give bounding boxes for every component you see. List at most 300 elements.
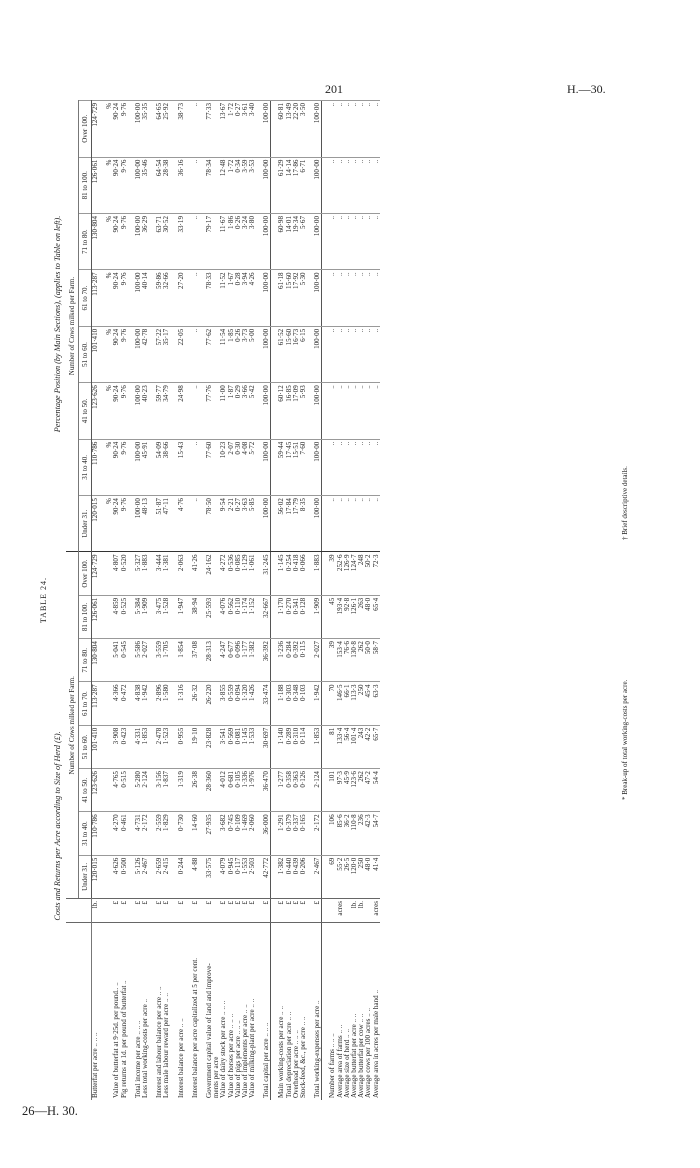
row-label: Total capital per acre .. .. ..: [263, 923, 271, 1100]
row-label: Number of farms .. .. ..: [329, 923, 336, 1100]
right-value-cell: 34·79: [163, 383, 170, 439]
left-value-cell: 1·382: [249, 639, 256, 682]
left-value-cell: 0·289: [286, 725, 293, 768]
spacer-cell: [99, 270, 106, 326]
right-value-cell: 22·05: [178, 326, 185, 382]
row-label: Interest and labour balance per acre .. ..: [156, 923, 163, 1100]
right-value-cell: ..: [192, 270, 199, 326]
right-value-cell: 14·01: [286, 213, 293, 269]
row-unit: £: [156, 899, 163, 923]
right-value-cell: 3·24: [242, 213, 249, 269]
left-value-cell: 5·327: [135, 552, 142, 595]
left-value-cell: 1·553: [242, 855, 249, 898]
left-value-cell: 2·060: [249, 812, 256, 855]
right-value-cell: 5·42: [249, 383, 256, 439]
left-value-cell: 1·129: [242, 552, 249, 595]
right-value-cell: 0·28: [235, 270, 242, 326]
left-value-cell: 193·4: [337, 595, 344, 638]
right-value-cell: ..: [329, 213, 336, 269]
right-value-cell: 15·43: [178, 439, 185, 495]
right-value-cell: 17·92: [293, 270, 300, 326]
right-value-cell: ..: [373, 157, 380, 213]
right-value-cell: 0·34: [235, 157, 242, 213]
right-value-cell: 100·00: [135, 101, 142, 158]
left-value-cell: 250: [358, 855, 365, 898]
right-value-cell: 17·84: [286, 496, 293, 552]
right-value-cell: ..: [344, 270, 351, 326]
right-value-cell: 22·20: [293, 101, 300, 158]
left-value-cell: 39: [329, 639, 336, 682]
left-value-cell: 23·828: [206, 725, 213, 768]
left-value-cell: 2·172: [314, 812, 322, 855]
table-row: [263, 101, 271, 1101]
right-value-cell: 61·29: [278, 157, 285, 213]
table-row: [249, 101, 256, 1101]
left-value-cell: 4·859: [113, 595, 120, 638]
right-value-cell: 57·22: [156, 326, 163, 382]
left-value-cell: 92·8: [344, 595, 351, 638]
row-label: Stock-feed, &c., per acre .. ..: [300, 923, 307, 1100]
right-value-cell: 47·11: [163, 496, 170, 552]
left-value-cell: 113·287: [92, 682, 100, 725]
left-value-cell: 3·444: [156, 552, 163, 595]
left-value-cell: 0·117: [235, 855, 242, 898]
left-section-title: Costs and Returns per Acre according to Size of Herd (£).: [53, 731, 62, 921]
right-value-cell: 9·76: [121, 270, 128, 326]
right-value-cell: ..: [358, 496, 365, 552]
spacer-cell: [185, 439, 192, 495]
right-value-cell: %: [106, 213, 113, 269]
left-value-cell: 0·520: [121, 552, 128, 595]
left-value-cell: 0·472: [121, 682, 128, 725]
spacer-cell: [99, 383, 106, 439]
right-value-cell: 17·45: [286, 439, 293, 495]
left-value-cell: 0·165: [300, 812, 307, 855]
left-value-cell: 41·26: [192, 552, 199, 595]
right-value-cell: ..: [329, 439, 336, 495]
left-value-cell: 146·5: [337, 682, 344, 725]
right-value-cell: 54·09: [156, 439, 163, 495]
left-value-cell: 33·474: [263, 682, 271, 725]
left-value-cell: 248: [358, 552, 365, 595]
right-value-cell: 100·00: [263, 496, 271, 552]
left-value-cell: 1·177: [242, 639, 249, 682]
right-value-cell: 101·410: [92, 326, 100, 382]
left-value-cell: 1·061: [249, 552, 256, 595]
right-column-header: Over 100.: [79, 101, 92, 158]
spacer-cell: [99, 639, 106, 682]
right-value-cell: 3·63: [242, 496, 249, 552]
left-value-cell: 1·528: [163, 595, 170, 638]
right-value-cell: 3·50: [300, 101, 307, 158]
left-value-cell: 1·853: [142, 725, 149, 768]
right-value-cell: 42·78: [142, 326, 149, 382]
right-value-cell: ..: [358, 213, 365, 269]
right-value-cell: 100·00: [263, 326, 271, 382]
right-value-cell: 9·76: [121, 213, 128, 269]
table-row: [178, 101, 185, 1101]
left-column-header: Over 100.: [79, 552, 92, 595]
right-value-cell: 38·66: [163, 439, 170, 495]
right-value-cell: ..: [337, 439, 344, 495]
right-value-cell: ..: [192, 383, 199, 439]
left-value-cell: 66·1: [344, 682, 351, 725]
left-value-cell: 0·244: [178, 855, 185, 898]
left-value-cell: 0·461: [121, 812, 128, 855]
row-unit: £: [192, 899, 199, 923]
right-column-header: 41 to 50.: [79, 383, 92, 439]
left-value-cell: 42·2: [365, 725, 372, 768]
left-value-cell: 0·392: [293, 639, 300, 682]
right-value-cell: %: [106, 101, 113, 158]
left-value-cell: 1·942: [142, 682, 149, 725]
right-value-cell: 1·85: [228, 326, 235, 382]
right-value-cell: 17·79: [293, 496, 300, 552]
right-value-cell: 120·015: [92, 496, 100, 552]
row-unit: £: [178, 899, 185, 923]
right-value-cell: 100·00: [135, 439, 142, 495]
left-value-cell: 1·277: [278, 769, 285, 812]
left-value-cell: 0·081: [235, 725, 242, 768]
left-value-cell: 0·536: [228, 552, 235, 595]
row-unit: £: [300, 899, 307, 923]
right-value-cell: ..: [373, 326, 380, 382]
right-value-cell: %: [106, 270, 113, 326]
right-value-cell: 0·26: [235, 213, 242, 269]
right-value-cell: ..: [329, 496, 336, 552]
left-value-cell: 42·3: [365, 812, 372, 855]
left-value-cell: 1·188: [278, 682, 285, 725]
row-label: Average size of herd .. ..: [344, 923, 351, 1100]
left-value-cell: 0·945: [228, 855, 235, 898]
spacer-cell: [185, 101, 192, 158]
spacer-cell: [99, 101, 106, 158]
left-value-cell: 0·379: [286, 812, 293, 855]
left-value-cell: 4·076: [220, 595, 227, 638]
right-value-cell: 0·30: [235, 439, 242, 495]
table-row: [92, 101, 100, 1101]
left-value-cell: 0·094: [235, 682, 242, 725]
left-value-cell: 263: [358, 595, 365, 638]
right-value-cell: 3·73: [242, 326, 249, 382]
table-row: [163, 101, 170, 1101]
left-value-cell: 1·236: [278, 639, 285, 682]
left-value-cell: 0·341: [293, 595, 300, 638]
row-label: Less total working-costs per acre ..: [142, 923, 149, 1100]
right-value-cell: 25·92: [163, 101, 170, 158]
left-value-cell: 1·837: [163, 769, 170, 812]
row-label: Interest balance per acre .. ..: [178, 923, 185, 1100]
row-label: Average butterfat per acre .. ..: [351, 923, 358, 1100]
right-value-cell: ..: [329, 326, 336, 382]
left-value-cell: 28·313: [206, 639, 213, 682]
left-value-cell: 1·854: [178, 639, 185, 682]
right-value-cell: 100·00: [314, 157, 322, 213]
right-value-cell: 3·59: [242, 157, 249, 213]
right-value-cell: 100·00: [263, 213, 271, 269]
spacer-cell: [185, 496, 192, 552]
left-value-cell: 4·807: [113, 552, 120, 595]
left-value-cell: 4·838: [135, 682, 142, 725]
right-value-cell: 5·85: [249, 496, 256, 552]
left-value-cell: 2·467: [142, 855, 149, 898]
right-value-cell: 6·71: [300, 157, 307, 213]
right-value-cell: 90·24: [113, 101, 120, 158]
left-value-cell: 0·066: [300, 552, 307, 595]
row-unit: £: [121, 899, 128, 923]
row-label: Value of implements per acre .. ..: [242, 923, 249, 1100]
row-label: Value of milking-plant per acre .. ..: [249, 923, 256, 1100]
right-value-cell: 40·23: [142, 383, 149, 439]
right-value-cell: 64·65: [156, 101, 163, 158]
right-value-cell: 90·24: [113, 383, 120, 439]
right-value-cell: 35·46: [142, 157, 149, 213]
left-value-cell: 2·027: [142, 639, 149, 682]
right-value-cell: 3·66: [242, 383, 249, 439]
left-value-cell: 2·478: [156, 725, 163, 768]
left-value-cell: 0·525: [121, 595, 128, 638]
left-value-cell: 32·667: [263, 595, 271, 638]
right-value-cell: 5·93: [300, 383, 307, 439]
table-row: [121, 101, 128, 1101]
right-value-cell: 13·49: [286, 101, 293, 158]
row-unit: lb.: [351, 899, 358, 923]
left-value-cell: 2·659: [156, 855, 163, 898]
left-value-cell: 38·94: [192, 595, 199, 638]
spacer-cell: [99, 552, 106, 595]
left-value-cell: 1·291: [278, 812, 285, 855]
right-value-cell: 5·00: [249, 326, 256, 382]
data-table: [66, 100, 380, 1100]
right-value-cell: ..: [365, 213, 372, 269]
left-value-cell: 2·559: [156, 812, 163, 855]
right-value-cell: ..: [337, 270, 344, 326]
right-value-cell: 100·00: [135, 496, 142, 552]
left-value-cell: 0·569: [228, 725, 235, 768]
left-value-cell: 0·500: [121, 855, 128, 898]
left-value-cell: 126·9: [344, 552, 351, 595]
left-value-cell: 0·114: [300, 725, 307, 768]
left-column-header: 31 to 40.: [79, 812, 92, 855]
right-value-cell: 100·00: [263, 157, 271, 213]
right-value-cell: 100·00: [263, 383, 271, 439]
left-value-cell: 48·0: [365, 855, 372, 898]
right-value-cell: ..: [351, 101, 358, 158]
left-value-cell: 1·174: [242, 595, 249, 638]
left-value-cell: 1·883: [142, 552, 149, 595]
right-value-cell: ..: [358, 270, 365, 326]
right-value-cell: 30·52: [163, 213, 170, 269]
row-unit: £: [263, 899, 271, 923]
left-value-cell: 1·580: [163, 682, 170, 725]
left-value-cell: 236: [358, 812, 365, 855]
row-label: Value of horses per acre .. .. ..: [228, 923, 235, 1100]
right-value-cell: 0·29: [235, 383, 242, 439]
row-label: Overhead per acre .. .. ..: [293, 923, 300, 1100]
right-value-cell: ..: [373, 213, 380, 269]
right-value-cell: 59·77: [156, 383, 163, 439]
spacer-row: [99, 101, 106, 1101]
right-value-cell: 100·00: [314, 213, 322, 269]
left-value-cell: 0·562: [228, 595, 235, 638]
spacer-cell: [185, 213, 192, 269]
right-value-cell: 15·60: [286, 270, 293, 326]
table-row: [206, 101, 213, 1101]
right-value-cell: 60·12: [278, 383, 285, 439]
table-title: TABLE 24.: [39, 576, 48, 624]
left-value-cell: 2·503: [249, 855, 256, 898]
left-value-cell: 36·392: [263, 639, 271, 682]
row-unit: £: [278, 899, 285, 923]
left-value-cell: 0·284: [286, 639, 293, 682]
right-value-cell: 33·19: [178, 213, 185, 269]
spacer-cell: [99, 769, 106, 812]
right-value-cell: 90·24: [113, 270, 120, 326]
right-value-cell: 35·35: [142, 101, 149, 158]
left-value-cell: 45·4: [365, 682, 372, 725]
right-value-cell: 16·73: [293, 326, 300, 382]
right-value-cell: 16·85: [286, 383, 293, 439]
right-column-header: Under 31.: [79, 496, 92, 552]
left-value-cell: 45: [329, 595, 336, 638]
left-value-cell: 1·883: [314, 552, 322, 595]
left-value-cell: 0·337: [293, 812, 300, 855]
left-value-cell: 262: [358, 769, 365, 812]
right-value-cell: 9·76: [121, 496, 128, 552]
left-value-cell: 31·245: [263, 552, 271, 595]
row-label: Government capital value of land and improve-: [206, 923, 213, 1100]
right-value-cell: 0·27: [235, 101, 242, 158]
left-value-cell: 4·331: [135, 725, 142, 768]
left-value-cell: 1·336: [242, 769, 249, 812]
right-value-cell: 27·20: [178, 270, 185, 326]
table-row: [192, 101, 199, 1101]
footer-reference: 26—H. 30.: [22, 1104, 78, 1118]
row-label: Total income per acre .. .. ..: [135, 923, 142, 1100]
right-value-cell: 60·98: [278, 213, 285, 269]
left-value-cell: 36·2: [344, 812, 351, 855]
left-value-cell: 1·316: [178, 682, 185, 725]
right-value-cell: 3·80: [249, 213, 256, 269]
spacer-cell: [185, 270, 192, 326]
right-value-cell: ..: [337, 326, 344, 382]
left-value-cell: 1·533: [249, 725, 256, 768]
left-value-cell: 1·140: [278, 725, 285, 768]
right-value-cell: 13·67: [220, 101, 227, 158]
right-value-cell: 19·34: [293, 213, 300, 269]
left-value-cell: 123·6: [351, 769, 358, 812]
right-value-cell: 1·72: [228, 157, 235, 213]
right-value-cell: 1·86: [228, 213, 235, 269]
right-value-cell: 60·81: [278, 101, 285, 158]
left-value-cell: 4·731: [135, 812, 142, 855]
row-label: Average area in acres per male hand ..: [373, 923, 380, 1100]
left-value-cell: 0·358: [286, 769, 293, 812]
right-value-cell: 123·626: [92, 383, 100, 439]
spacer-cell: [322, 326, 330, 382]
left-value-cell: 153·4: [337, 639, 344, 682]
right-value-cell: 5·30: [300, 270, 307, 326]
right-value-cell: ..: [329, 157, 336, 213]
left-value-cell: 0·103: [300, 682, 307, 725]
right-value-cell: 45·91: [142, 439, 149, 495]
left-value-cell: 0·096: [235, 639, 242, 682]
row-label: ments per acre: [213, 923, 220, 1100]
left-value-cell: 4·079: [220, 855, 227, 898]
right-value-cell: 77·76: [206, 383, 213, 439]
left-value-cell: 120·0: [351, 855, 358, 898]
row-unit: £: [163, 899, 170, 923]
row-unit: lb.: [92, 899, 100, 923]
right-value-cell: 8·35: [300, 496, 307, 552]
spacer-cell: [322, 439, 330, 495]
left-value-cell: 130·8: [351, 639, 358, 682]
right-value-cell: 15·60: [286, 326, 293, 382]
left-value-cell: 0·440: [286, 855, 293, 898]
spacer-cell: [185, 383, 192, 439]
row-label: Interest balance per acre capitalized at 5 per cent.: [192, 923, 199, 1100]
spacer-cell: [322, 899, 330, 923]
right-value-cell: 77·33: [206, 101, 213, 158]
right-value-cell: ..: [329, 270, 336, 326]
right-value-cell: %: [106, 439, 113, 495]
row-unit: £: [314, 899, 322, 923]
right-value-cell: 1·72: [228, 101, 235, 158]
left-value-cell: 3·908: [113, 725, 120, 768]
right-value-cell: ..: [365, 326, 372, 382]
right-value-cell: 4·08: [242, 439, 249, 495]
spacer-cell: [99, 923, 106, 1100]
right-value-cell: ..: [351, 326, 358, 382]
left-value-cell: 0·110: [235, 595, 242, 638]
left-value-cell: 2·415: [163, 855, 170, 898]
left-value-cell: 1·853: [314, 725, 322, 768]
right-value-cell: ..: [365, 270, 372, 326]
table-row: [314, 101, 322, 1101]
right-value-cell: 11·54: [220, 326, 227, 382]
left-value-cell: 36·000: [263, 812, 271, 855]
left-value-cell: 124·7: [351, 552, 358, 595]
row-unit: acres: [337, 899, 344, 923]
left-value-cell: 63·3: [373, 682, 380, 725]
right-value-cell: ..: [358, 326, 365, 382]
right-value-cell: ..: [351, 496, 358, 552]
left-value-cell: 14·60: [192, 812, 199, 855]
left-value-cell: 1·942: [314, 682, 322, 725]
right-value-cell: 9·54: [220, 496, 227, 552]
left-value-cell: 0·423: [121, 725, 128, 768]
right-value-cell: 90·24: [113, 439, 120, 495]
right-value-cell: 0·27: [235, 496, 242, 552]
left-value-cell: 3·541: [220, 725, 227, 768]
left-value-cell: 0·545: [121, 639, 128, 682]
left-value-cell: 0·126: [300, 769, 307, 812]
right-value-cell: 15·51: [293, 439, 300, 495]
right-value-cell: 124·729: [92, 101, 100, 158]
right-value-cell: ..: [192, 157, 199, 213]
right-value-cell: 100·00: [314, 101, 322, 158]
right-value-cell: 1·87: [228, 383, 235, 439]
unit-header: [66, 899, 92, 923]
left-column-header: 81 to 100.: [79, 595, 92, 638]
right-value-cell: 100·00: [263, 439, 271, 495]
footnote-descriptive: † Brief descriptive details.: [621, 466, 629, 540]
right-value-cell: ..: [358, 439, 365, 495]
right-column-header: 61 to 70.: [79, 270, 92, 326]
left-value-cell: 5·280: [135, 769, 142, 812]
right-value-cell: 7·60: [300, 439, 307, 495]
left-value-cell: 27·935: [206, 812, 213, 855]
